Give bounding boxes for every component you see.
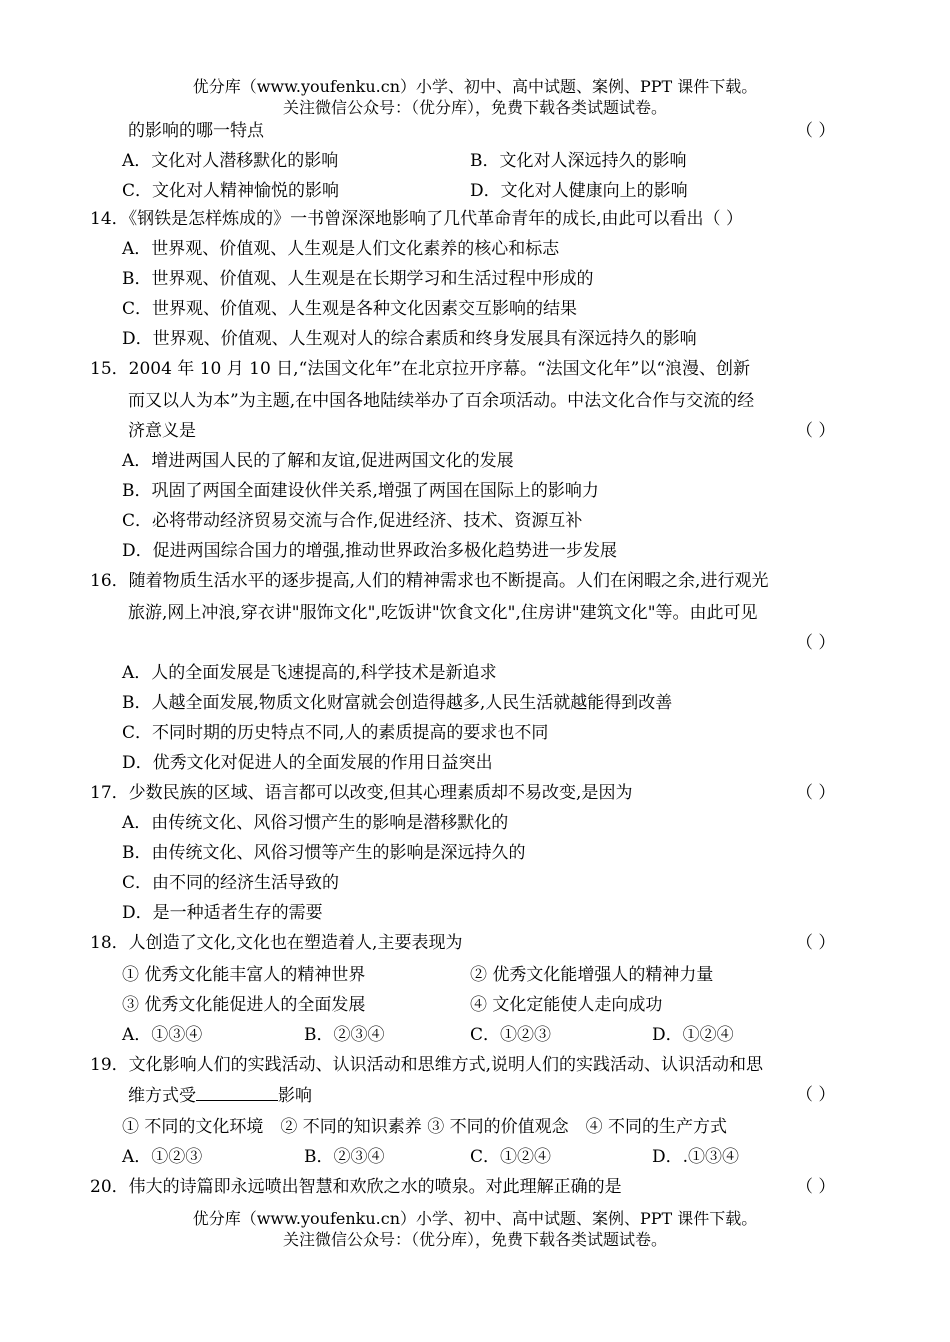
q19-statements: ① 不同的文化环境 ② 不同的知识素养 ③ 不同的价值观念 ④ 不同的生产方式 — [122, 1117, 728, 1137]
q14-option-a: A．世界观、价值观、人生观是人们文化素养的核心和标志 — [122, 239, 560, 259]
q15-option-d: D．促进两国综合国力的增强,推动世界政治多极化趋势进一步发展 — [122, 541, 618, 561]
q17-option-a: A．由传统文化、风俗习惯产生的影响是潜移默化的 — [122, 813, 509, 833]
q18-stem: 18．人创造了文化,文化也在塑造着人,主要表现为 — [90, 933, 463, 953]
q20-answer-paren: （ ） — [796, 1177, 836, 1197]
q18-statement-2: ② 优秀文化能增强人的精神力量 — [470, 965, 714, 985]
page-header — [0, 76, 950, 118]
q18-option-a: A．①③④ — [122, 1025, 203, 1045]
footer-line-1: 优分库（www.youfenku.cn）小学、初中、高中试题、案例、PPT 课件下载。 — [192, 1209, 758, 1228]
q19-answer-paren: （ ） — [796, 1085, 836, 1105]
q13-stem-continued: 的影响的哪一特点 — [128, 121, 264, 141]
q16-option-b: B．人越全面发展,物质文化财富就会创造得越多,人民生活就越能得到改善 — [122, 693, 673, 713]
q19-stem-prefix: 维方式受 — [128, 1086, 196, 1106]
q18-statement-4: ④ 文化定能使人走向成功 — [470, 995, 663, 1015]
q19-option-c: C．①②④ — [470, 1147, 552, 1167]
header-line-1: 优分库（www.youfenku.cn）小学、初中、高中试题、案例、PPT 课件下载。 — [192, 77, 758, 96]
q15-option-b: B．巩固了两国全面建设伙伴关系,增强了两国在国际上的影响力 — [122, 481, 599, 501]
q15-stem-line-2: 而又以人为本”为主题,在中国各地陆续举办了百余项活动。中法文化合作与交流的经 — [128, 391, 755, 411]
q13-option-a: A．文化对人潜移默化的影响 — [122, 151, 339, 171]
q13-answer-paren: （ ） — [796, 121, 836, 141]
q18-statement-3: ③ 优秀文化能促进人的全面发展 — [122, 995, 366, 1015]
q19-option-d: D．.①③④ — [652, 1147, 740, 1167]
q16-option-a: A．人的全面发展是飞速提高的,科学技术是新追求 — [122, 663, 497, 683]
q19-stem-line-1: 19．文化影响人们的实践活动、认识活动和思维方式,说明人们的实践活动、认识活动和思 — [90, 1055, 764, 1075]
q16-stem-line-1: 16．随着物质生活水平的逐步提高,人们的精神需求也不断提高。人们在闲暇之余,进行观光 — [90, 571, 769, 591]
q15-option-a: A．增进两国人民的了解和友谊,促进两国文化的发展 — [122, 451, 514, 471]
q13-option-d: D．文化对人健康向上的影响 — [470, 181, 688, 201]
q16-option-c: C．不同时期的历史特点不同,人的素质提高的要求也不同 — [122, 723, 549, 743]
q18-option-c: C．①②③ — [470, 1025, 552, 1045]
q19-stem-line-2 — [128, 1084, 312, 1107]
q13-option-b: B．文化对人深远持久的影响 — [470, 151, 687, 171]
q14-option-d: D．世界观、价值观、人生观对人的综合素质和终身发展具有深远持久的影响 — [122, 329, 697, 349]
q15-option-c: C．必将带动经济贸易交流与合作,促进经济、技术、资源互补 — [122, 511, 583, 531]
q17-answer-paren: （ ） — [796, 783, 836, 803]
q18-option-b: B．②③④ — [304, 1025, 385, 1045]
header-line-2: 关注微信公众号：（优分库），免费下载各类试题试卷。 — [282, 98, 667, 117]
q14-option-c: C．世界观、价值观、人生观是各种文化因素交互影响的结果 — [122, 299, 578, 319]
q20-stem: 20．伟大的诗篇即永远喷出智慧和欢欣之水的喷泉。对此理解正确的是 — [90, 1177, 622, 1197]
q16-option-d: D．优秀文化对促进人的全面发展的作用日益突出 — [122, 753, 493, 773]
q19-fill-blank — [196, 1084, 278, 1101]
q19-stem-suffix: 影响 — [278, 1086, 312, 1106]
q18-statement-1: ① 优秀文化能丰富人的精神世界 — [122, 965, 366, 985]
q19-option-a: A．①②③ — [122, 1147, 203, 1167]
q15-stem-line-3: 济意义是 — [128, 421, 196, 441]
q15-stem-line-1: 15．2004 年 10 月 10 日,“法国文化年”在北京拉开序幕。“法国文化年”以“浪漫、创新 — [90, 359, 751, 379]
q13-option-c: C．文化对人精神愉悦的影响 — [122, 181, 340, 201]
q15-answer-paren: （ ） — [796, 421, 836, 441]
q14-option-b: B．世界观、价值观、人生观是在长期学习和生活过程中形成的 — [122, 269, 594, 289]
q18-answer-paren: （ ） — [796, 933, 836, 953]
q19-option-b: B．②③④ — [304, 1147, 385, 1167]
q17-stem: 17．少数民族的区域、语言都可以改变,但其心理素质却不易改变,是因为 — [90, 783, 633, 803]
q18-option-d: D．①②④ — [652, 1025, 734, 1045]
q16-answer-paren: （ ） — [796, 633, 836, 653]
footer-line-2: 关注微信公众号：（优分库），免费下载各类试题试卷。 — [282, 1230, 667, 1249]
q14-stem: 14．《钢铁是怎样炼成的》一书曾深深地影响了几代革命青年的成长,由此可以看出（ ） — [90, 209, 743, 229]
q16-stem-line-2: 旅游,网上冲浪,穿衣讲"服饰文化",吃饭讲"饮食文化",住房讲"建筑文化"等。由此可见 — [128, 603, 758, 623]
page-footer — [0, 1208, 950, 1250]
q17-option-b: B．由传统文化、风俗习惯等产生的影响是深远持久的 — [122, 843, 526, 863]
q17-option-d: D．是一种适者生存的需要 — [122, 903, 323, 923]
q17-option-c: C．由不同的经济生活导致的 — [122, 873, 340, 893]
